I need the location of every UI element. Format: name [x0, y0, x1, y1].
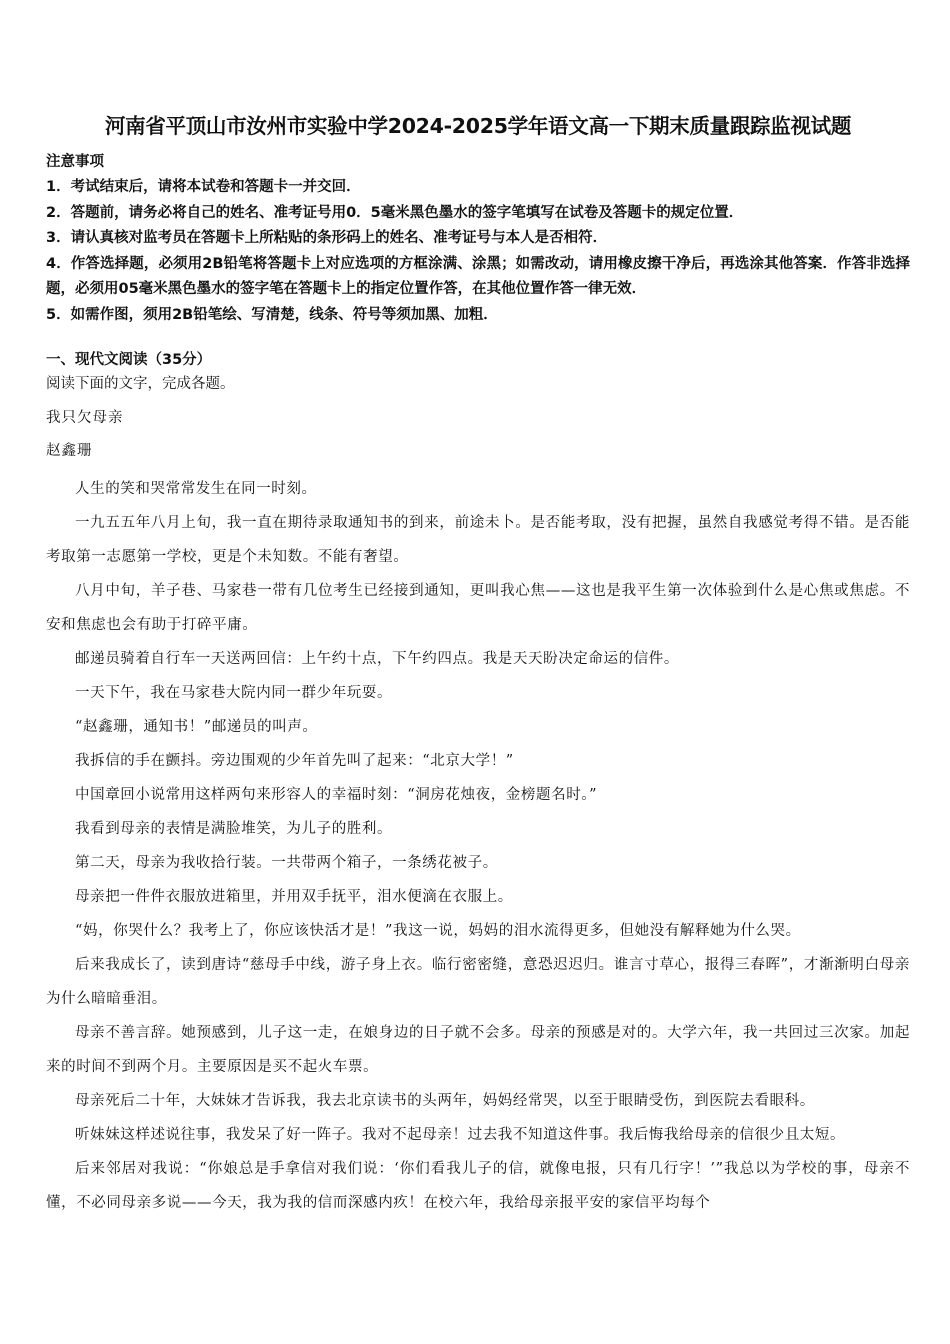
- essay-paragraph: 母亲死后二十年，大妹妹才告诉我，我去北京读书的头两年，妈妈经常哭，以至于眼睛受伤，到医院去看眼科。: [75, 1093, 815, 1109]
- notice-list: [46, 175, 910, 328]
- essay-body: [46, 472, 910, 1220]
- essay-paragraph: 邮递员骑着自行车一天送两回信：上午约十点，下午约四点。我是天天盼决定命运的信件。: [75, 651, 679, 667]
- essay-paragraph: “妈，你哭什么？我考上了，你应该快活才是！”我这一说，妈妈的泪水流得更多，但她没有解释她为什么哭。: [75, 923, 801, 939]
- essay-paragraph: 八月中旬，羊子巷、马家巷一带有几位考生已经接到通知，更叫我心焦——这也是我平生第一次体验到什么是心焦或焦虑。不安和焦虑也会有助于打碎平庸。: [46, 583, 910, 633]
- essay-author: 赵鑫珊: [46, 443, 93, 459]
- page-title: 河南省平顶山市汝州市实验中学2024-2025学年语文高一下期末质量跟踪监视试题: [104, 114, 852, 138]
- essay-paragraph: 中国章回小说常用这样两句来形容人的幸福时刻：“洞房花烛夜，金榜题名时。”: [75, 787, 598, 803]
- essay-paragraph: 一天下午，我在马家巷大院内同一群少年玩耍。: [75, 685, 393, 701]
- essay-paragraph: 后来邻居对我说：“你娘总是手拿信对我们说：‘你们看我儿子的信，就像电报，只有几行字！’”我总以为学校的事，母亲不懂，不必同母亲多说——今天，我为我的信而深感内疚！在校六年，我给母亲报平安的家信平均每个: [46, 1161, 910, 1211]
- essay-paragraph: 母亲把一件件衣服放进箱里，并用双手抚平，泪水便滴在衣服上。: [75, 889, 513, 905]
- section-heading: 一、现代文阅读（35分）: [46, 352, 212, 368]
- essay-paragraph: 我看到母亲的表情是满脸堆笑，为儿子的胜利。: [75, 821, 393, 837]
- notice-item: 3．请认真核对监考员在答题卡上所粘贴的条形码上的姓名、准考证号与本人是否相符．: [46, 230, 608, 246]
- essay-title: 我只欠母亲: [46, 410, 124, 426]
- essay-paragraph: 第二天，母亲为我收拾行装。一共带两个箱子，一条绣花被子。: [75, 855, 498, 871]
- essay-paragraph: 后来我成长了，读到唐诗“慈母手中线，游子身上衣。临行密密缝，意恐迟迟归。谁言寸草心，报得三春晖”，才渐渐明白母亲为什么暗暗垂泪。: [46, 957, 910, 1007]
- notice-item: 4．作答选择题，必须用2B铅笔将答题卡上对应选项的方框涂满、涂黑；如需改动，请用橡皮擦干净后，再选涂其他答案．作答非选择题，必须用05毫米黑色墨水的签字笔在答题卡上的指定位置作答，在其他位置作答一律无效．: [46, 255, 910, 297]
- notice-heading: 注意事项: [46, 154, 104, 170]
- essay-paragraph: 母亲不善言辞。她预感到，儿子这一走，在娘身边的日子就不会多。母亲的预感是对的。大学六年，我一共回过三次家。加起来的时间不到两个月。主要原因是买不起火车票。: [46, 1025, 910, 1075]
- notice-item: 2．答题前，请务必将自己的姓名、准考证号用0．5毫米黑色墨水的签字笔填写在试卷及答题卡的规定位置．: [46, 204, 744, 221]
- reading-instruction: 阅读下面的文字，完成各题。: [46, 376, 235, 392]
- essay-paragraph: 听妹妹这样述说往事，我发呆了好一阵子。我对不起母亲！过去我不知道这件事。我后悔我给母亲的信很少且太短。: [75, 1127, 846, 1143]
- essay-paragraph: 我拆信的手在颤抖。旁边围观的少年首先叫了起来：“北京大学！”: [75, 753, 514, 769]
- essay-paragraph: 一九五五年八月上旬，我一直在期待录取通知书的到来，前途未卜。是否能考取，没有把握，虽然自我感觉考得不错。是否能考取第一志愿第一学校，更是个未知数。不能有奢望。: [46, 515, 910, 565]
- essay-paragraph: 人生的笑和哭常常发生在同一时刻。: [75, 481, 317, 497]
- essay-paragraph: “赵鑫珊，通知书！”邮递员的叫声。: [75, 719, 318, 735]
- notice-item: 1．考试结束后，请将本试卷和答题卡一并交回．: [46, 179, 361, 195]
- notice-item: 5．如需作图，须用2B铅笔绘、写清楚，线条、符号等须加黑、加粗．: [46, 306, 498, 323]
